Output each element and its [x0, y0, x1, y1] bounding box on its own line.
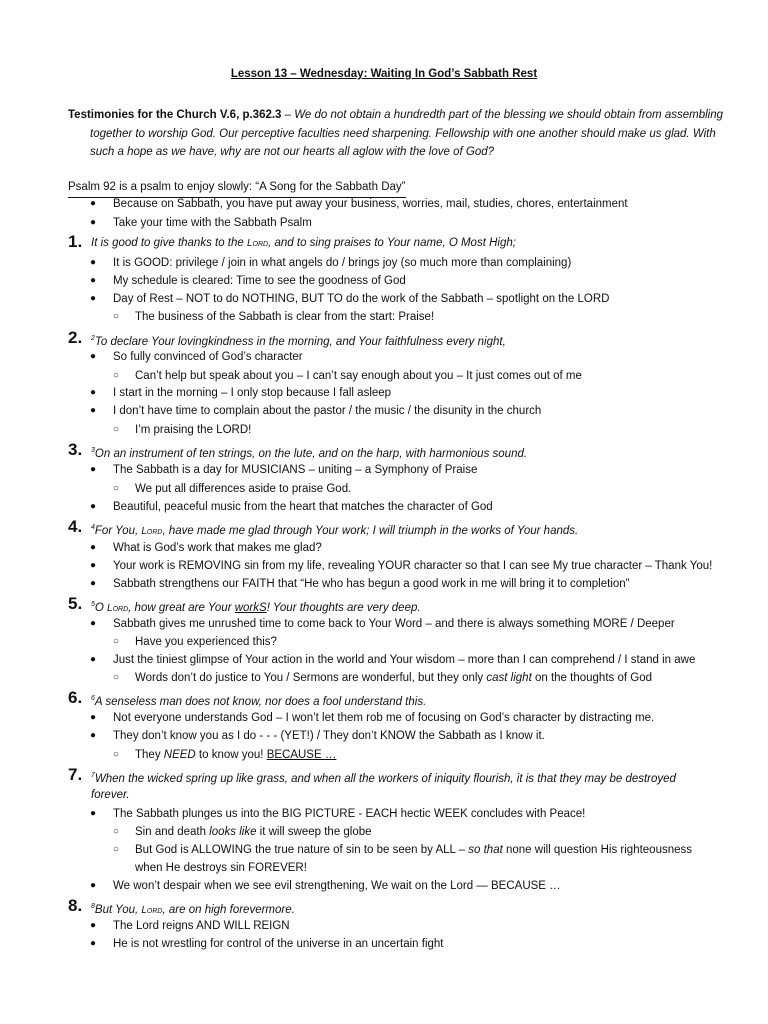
verse-text: $^7$When the wicked spring up like grass, and when all the workers of iniquity flourish, it is that they may be destroyed: [91, 772, 676, 785]
verse-text-continued: forever.: [91, 789, 130, 801]
list-item: ● Just the tiniest glimpse of Your action in the world and Your wisdom – more than I can comprehend / I stand in awe: [89, 654, 696, 666]
list-item: ● What is God’s work that makes me glad?: [89, 542, 322, 554]
list-item: ● The Sabbath plunges us into the BIG PICTURE - EACH hectic WEEK concludes with Peace!: [89, 808, 586, 820]
list-item: ● My schedule is cleared: Time to see the goodness of God: [89, 275, 406, 287]
testimony-dash: –: [281, 109, 295, 121]
bullet-marker: ●: [89, 217, 97, 228]
verse-text: $^2$To declare Your lovingkindness in the morning, and Your faithfulness every night,: [91, 335, 506, 348]
list-item: ● Sabbath gives me unrushed time to come back to Your Word – and there is always something MORE / Deeper: [89, 618, 675, 630]
section-number: 6.: [68, 688, 83, 707]
bullet-marker: ●: [89, 198, 97, 209]
list-item: ● Because on Sabbath, you have put away your business, worries, mail, studies, chores, entertainment: [113, 195, 628, 213]
sub-list-item: ○ They NEED to know you! BECAUSE …: [112, 749, 337, 761]
section-number: 1.: [68, 232, 83, 251]
section-number: 2.: [68, 328, 83, 347]
section-number: 5.: [68, 594, 83, 613]
list-item: ● We won’t despair when we see evil strengthening, We wait on the Lord — BECAUSE …: [89, 880, 561, 892]
sub-list-item: ○ Sin and death looks like it will sweep the globe: [112, 826, 372, 838]
sub-list-item: ○ Have you experienced this?: [112, 636, 277, 648]
list-item: ● Beautiful, peaceful music from the heart that matches the character of God: [89, 501, 493, 513]
verse-text: It is good to give thanks to the Lord, and to sing praises to Your name, O Most High;: [91, 237, 516, 249]
verse-text: $^5$O Lord, how great are Your workS! Your thoughts are very deep.: [91, 601, 421, 614]
section-number: 8.: [68, 896, 83, 915]
testimony-quote: We do not obtain a hundredth part of the blessing we should obtain from assembling together to worship God. Our perceptive faculties need sharpening. Fellowship with one another should make us glad. With such a hope as we have, why are not our hearts all aglow with the love of God?: [90, 109, 724, 158]
list-item: ● He is not wrestling for control of the universe in an uncertain fight: [89, 938, 444, 950]
list-item: ● Your work is REMOVING sin from my life, revealing YOUR character so that I can see My true character – Thank You!: [89, 560, 713, 572]
sub-list-item-continued: when He destroys sin FOREVER!: [135, 862, 307, 874]
section-number: 3.: [68, 440, 83, 459]
verse-text: $^6$A senseless man does not know, nor does a fool understand this.: [91, 695, 427, 708]
list-item: ● I start in the morning – I only stop because I fall asleep: [89, 387, 392, 399]
list-item: ● Day of Rest – NOT to do NOTHING, BUT TO do the work of the Sabbath – spotlight on the LORD: [89, 293, 610, 305]
list-item: ● It is GOOD: privilege / join in what angels do / brings joy (so much more than complaining): [89, 257, 572, 269]
list-item: ● The Sabbath is a day for MUSICIANS – uniting – a Symphony of Praise: [89, 464, 478, 476]
list-item: ● The Lord reigns AND WILL REIGN: [89, 920, 290, 932]
testimony-source: Testimonies for the Church V.6, p.362.3: [68, 109, 282, 121]
list-item: ● I don’t have time to complain about the pastor / the music / the disunity in the church: [89, 405, 542, 417]
sub-list-item: ○ The business of the Sabbath is clear from the start: Praise!: [112, 311, 435, 323]
list-item: ● Take your time with the Sabbath Psalm: [113, 214, 312, 232]
verse-text: $^3$On an instrument of ten strings, on the lute, and on the harp, with harmonious sound.: [91, 447, 528, 460]
sub-list-item: ○ I’m praising the LORD!: [112, 424, 252, 436]
section-number: 4.: [68, 517, 83, 536]
psalm-intro: Psalm 92 is a psalm to enjoy slowly: “A Song for the Sabbath Day”: [68, 178, 406, 198]
lesson-title: Lesson 13 – Wednesday: Waiting In God’s Sabbath Rest: [230, 68, 538, 80]
list-item: ● Not everyone understands God – I won’t let them rob me of focusing on God’s character by distracting me.: [89, 712, 655, 724]
sub-list-item: ○ But God is ALLOWING the true nature of sin to be seen by ALL – so that none will question His righteousness: [112, 844, 693, 856]
sub-list-item: ○ Can’t help but speak about you – I can’t say enough about you – It just comes out of me: [112, 370, 582, 382]
sub-list-item: ○ Words don’t do justice to You / Sermons are wonderful, but they only cast light on the thoughts of God: [112, 672, 652, 684]
testimony-paragraph: [68, 106, 730, 162]
section-number: 7.: [68, 765, 83, 784]
list-item: ● They don’t know you as I do - - - (YET!) / They don’t KNOW the Sabbath as I know it.: [89, 730, 545, 742]
list-item: ● So fully convinced of God’s character: [89, 351, 303, 363]
verse-text: $^4$For You, Lord, have made me glad through Your work; I will triumph in the works of Your hands.: [91, 524, 579, 537]
list-item: ● Sabbath strengthens our FAITH that “He who has begun a good work in me will bring it to completion”: [89, 578, 630, 590]
verse-text: $^8$But You, Lord, are on high forevermore.: [91, 903, 295, 916]
sub-list-item: ○ We put all differences aside to praise God.: [112, 483, 352, 495]
